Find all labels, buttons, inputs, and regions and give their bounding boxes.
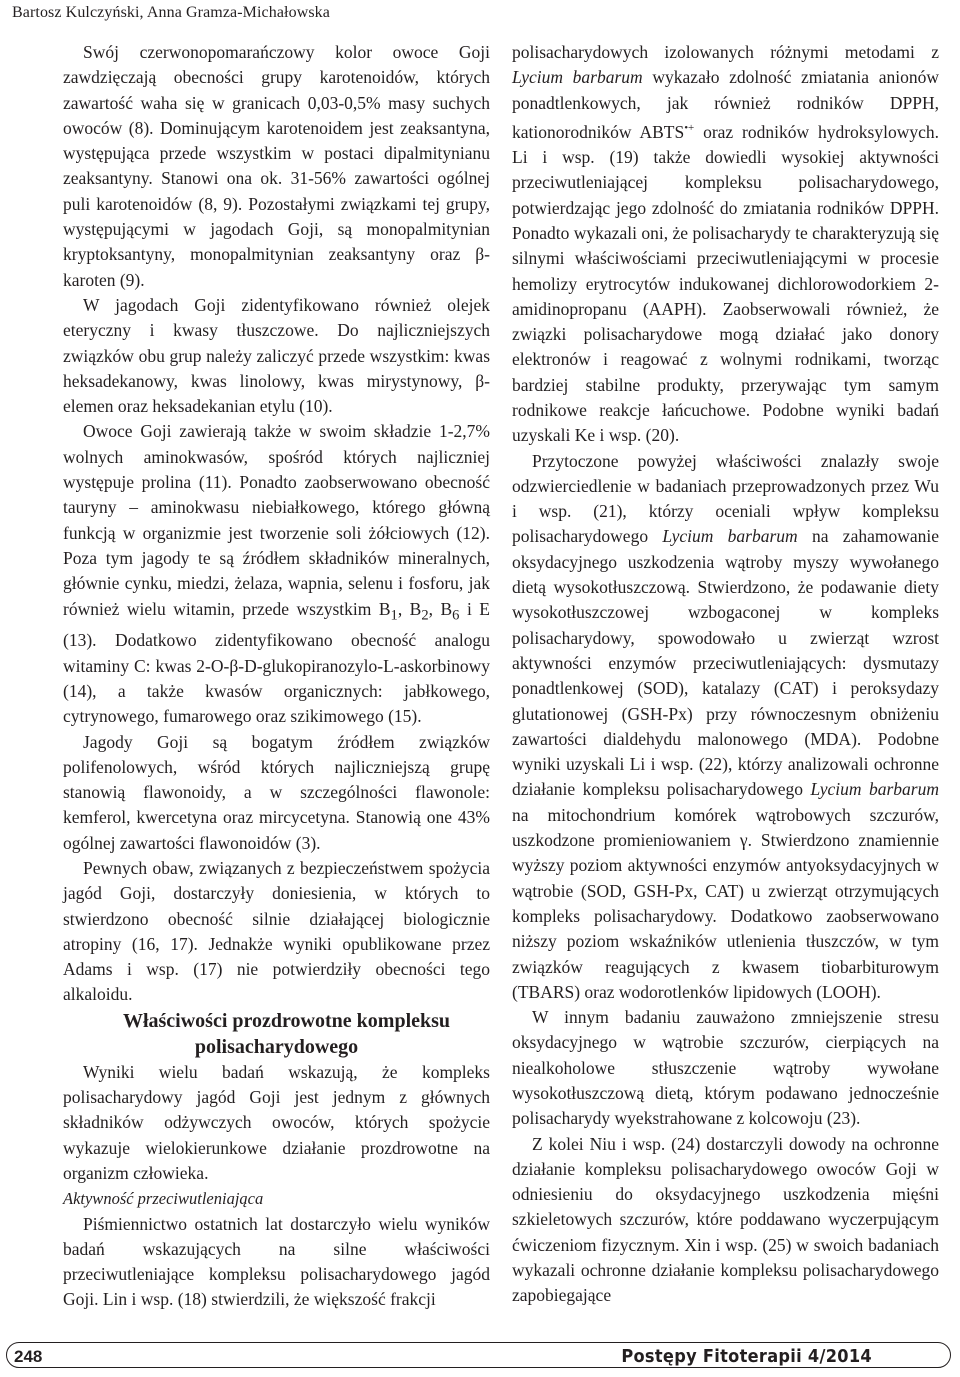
paragraph-liver-studies bbox=[512, 449, 939, 1006]
paragraph-polysaccharide-intro bbox=[63, 1060, 490, 1186]
page-footer bbox=[0, 1333, 960, 1373]
paragraph-atropine bbox=[63, 856, 490, 1008]
paragraph-text: oraz rodników hydroksylowych. Li i wsp. (19) także dowiedli wysokiej aktywności przeciwutleniającej kompleksu polisacharydowego, potwierdzając jego zdolność do zmiatania rodników DPPH. Ponadto wykazali oni, że polisacharydy te charakteryzują się silnymi właściwościami przeciwutleniającymi w procesie hemolizy erytrocytów indukowanej dichlorowodorkiem 2-amidinopropanu (AAPH). Zaobserwowali również, że związki polisacharydowe mogą działać jako donory elektronów i reagować z wolnymi rodnikami, tworząc bardziej stabilne produkty, przerywając tym samym rodnikowe reakcje łańcuchowe. Podobne wyniki badań uzyskali Ke i wsp. (20). bbox=[512, 121, 939, 446]
paragraph-essential-oil bbox=[63, 293, 490, 419]
paragraph-text: Swój czerwonopomarańczowy kolor owoce Goji zawdzięczają obecności grupy karotenoidów, których zawartość waha się w granicach 0,03-0,5% masy suchych owoców (8). Dominującym karotenoidem jest zeaksantyna, występująca przede wszystkim w postaci dipalmitynianu zeaksantyny. Stanowi ona ok. 31-56% zawartości ogólnej puli karotenoidów (8, 9). Pozostałymi związkami tej grupy, występującymi w jagodach Goji, są monopalmitynian kryptoksantyny, monopalmitynian zeaksantyny oraz β-karoten (9). bbox=[63, 42, 490, 290]
left-column bbox=[63, 40, 490, 1313]
paragraph-amino-acids bbox=[63, 419, 490, 729]
paragraph-text: Z kolei Niu i wsp. (24) dostarczyli dowody na ochronne działanie kompleksu polisacharydowego owoców Goji w odniesieniu do oksydacyjnego uszkodzenia mięśni szkieletowych szczurów, które poddawano wyczerpującym ćwiczeniom fizycznym. Xin i wsp. (25) w swoich badaniach wykazali ochronne działanie kompleksu polisacharydowego zapobiegające bbox=[512, 1133, 939, 1306]
subscript-b6: 6 bbox=[452, 607, 460, 624]
journal-title: Postępy Fitoterapii 4/2014 bbox=[615, 1346, 878, 1367]
page-number: 248 bbox=[14, 1347, 43, 1366]
paragraph-text: Pewnych obaw, związanych z bezpieczeństwem spożycia jagód Goji, dostarczyły doniesienia, w których to stwierdzono obecność silnie działającej biologicznie atropiny (16, 17). Jednakże wyniki opublikowane przez Adams i wsp. (17) nie potwierdziły obecności tego alkaloidu. bbox=[63, 858, 490, 1005]
section-heading bbox=[63, 1008, 490, 1060]
paragraph-antioxidant bbox=[63, 1212, 490, 1313]
paragraph-text: , B bbox=[397, 598, 422, 619]
superscript-radical: •+ bbox=[684, 121, 695, 134]
subsection-heading: Aktywność przeciwutleniająca bbox=[63, 1189, 264, 1209]
heading-line-2: polisacharydowego bbox=[194, 1035, 359, 1058]
species-name: Lycium barbarum bbox=[810, 779, 939, 800]
paragraph-text: Owoce Goji zawierają także w swoim składzie 1-2,7% wolnych aminokwasów, spośród których najliczniej występuje prolina (11). Ponadto zaobserwowano obecność tauryny – aminokwasu niebiałkowego, którego główną funkcją w organizmie jest tworzenie soli żółciowych (12). Poza tym jagody te są źródłem składników mineralnych, głównie cynku, miedzi, żelaza, wapnia, selenu i fosforu, jak również wielu witamin, przede wszystkim B bbox=[63, 421, 490, 619]
paragraph-text: na zahamowanie oksydacyjnego uszkodzenia wątroby myszy wywołanego dietą wysokotłuszczową. Stwierdzono, że podawanie diety wysokotłuszczowej wzbogaconej w kompleks polisacharydowy, spowodowało u zwierząt wzrost aktywności enzymów przeciwutleniających: dysmutazy ponadtlenkowej (SOD), katalazy (CAT) i peroksydazy glutationowej (GSH-Px) przy równoczesnym obniżeniu zawartości dialdehydu malonowego (MDA). Podobne wyniki uzyskali Li i wsp. (22), którzy analizowali ochronne działanie kompleksu polisacharydowego bbox=[512, 526, 939, 800]
paragraph-text: Przytoczone powyżej właściwości znalazły swoje odzwierciedlenie w badaniach przeprowadzonych przez Wu i wsp. (21), którzy oceniali wpływ kompleksu polisacharydowego bbox=[512, 450, 939, 547]
paragraph-fractions bbox=[512, 40, 939, 449]
paragraph-text: , B bbox=[428, 598, 453, 619]
paragraph-text: wykazało zdolność zmiatania anionów ponadtlenkowych, jak również rodników DPPH, kationorodników ABTS bbox=[512, 67, 939, 142]
paragraph-text: polisacharydowych izolowanych różnymi metodami z bbox=[512, 42, 939, 62]
paragraph-text: na mitochondrium komórek wątrobowych szczurów, uszkodzone promieniowaniem γ. Stwierdzono znamiennie wyższy poziom aktywności enzymów antyoksydacyjnych w wątrobie (SOD, GSH-Px, CAT) u zwierząt otrzymujących kompleks polisacharydowy. Dodatkowo zaobserwowano niższy poziom wskaźników utlenienia tłuszczów, w tym związków reagujących z kwasem tiobarbiturowym (TBARS) oraz wodorotlenków lipidowych (LOOH). bbox=[512, 804, 939, 1002]
subscript-b1: 1 bbox=[390, 607, 398, 624]
paragraph-polyphenols bbox=[63, 730, 490, 856]
paragraph-text: W innym badaniu zauważono zmniejszenie stresu oksydacyjnego w wątrobie szczurów, cierpiących na niealkoholowe stłuszczenie wątroby wywołane wysokotłuszczową dietą, którym podawano jednocześnie polisacharydy wyekstrahowane z kolcowoju (23). bbox=[512, 1007, 939, 1129]
paragraph-carotenoids bbox=[63, 40, 490, 293]
paragraph-skeletal-muscle bbox=[512, 1132, 939, 1309]
paragraph-oxidative-stress bbox=[512, 1005, 939, 1131]
species-name: Lycium barbarum bbox=[512, 67, 643, 88]
heading-line-1: Właściwości prozdrowotne kompleksu bbox=[122, 1009, 451, 1032]
species-name: Lycium barbarum bbox=[662, 526, 798, 547]
paragraph-text: i E (13). Dodatkowo zidentyfikowano obecność analogu witaminy C: kwas 2-O-β-D-glukopiranozylo-L-askorbinowy (14), a także kwasów organicznych: jabłkowego, cytrynowego, fumarowego oraz szikimowego (15). bbox=[63, 598, 490, 727]
paragraph-text: Piśmiennictwo ostatnich lat dostarczyło wielu wyników badań wskazujących na silne właściwości przeciwutleniające kompleksu polisacharydowego jagód Goji. Lin i wsp. (18) stwierdzili, że większość frakcji bbox=[63, 1213, 490, 1310]
right-column bbox=[512, 40, 939, 1309]
paragraph-text: Jagody Goji są bogatym źródłem związków polifenolowych, wśród których najliczniejszą grupę stanowią flawonoidy, a w szczególności flawonole: kemferol, kwercetyna oraz mircycetyna. Stanowią one 43% ogólnej zawartości flawonoidów (3). bbox=[63, 731, 490, 853]
subscript-b2: 2 bbox=[421, 607, 429, 624]
running-head-authors: Bartosz Kulczyński, Anna Gramza-Michałowska bbox=[12, 4, 330, 21]
paragraph-text: W jagodach Goji zidentyfikowano również olejek eteryczny i kwasy tłuszczowe. Do najliczniejszych związków obu grup należy zaliczyć przede wszystkim: kwas heksadekanowy, kwas linolowy, kwas mirystynowy, β-elemen oraz heksadekanian etylu (10). bbox=[63, 294, 490, 417]
paragraph-text: Wyniki wielu badań wskazują, że kompleks polisacharydowy jagód Goji jest jednym z głównych składników odżywczych owoców, których spożycie wykazuje wielokierunkowe działanie prozdrowotne na organizm człowieka. bbox=[63, 1061, 490, 1183]
